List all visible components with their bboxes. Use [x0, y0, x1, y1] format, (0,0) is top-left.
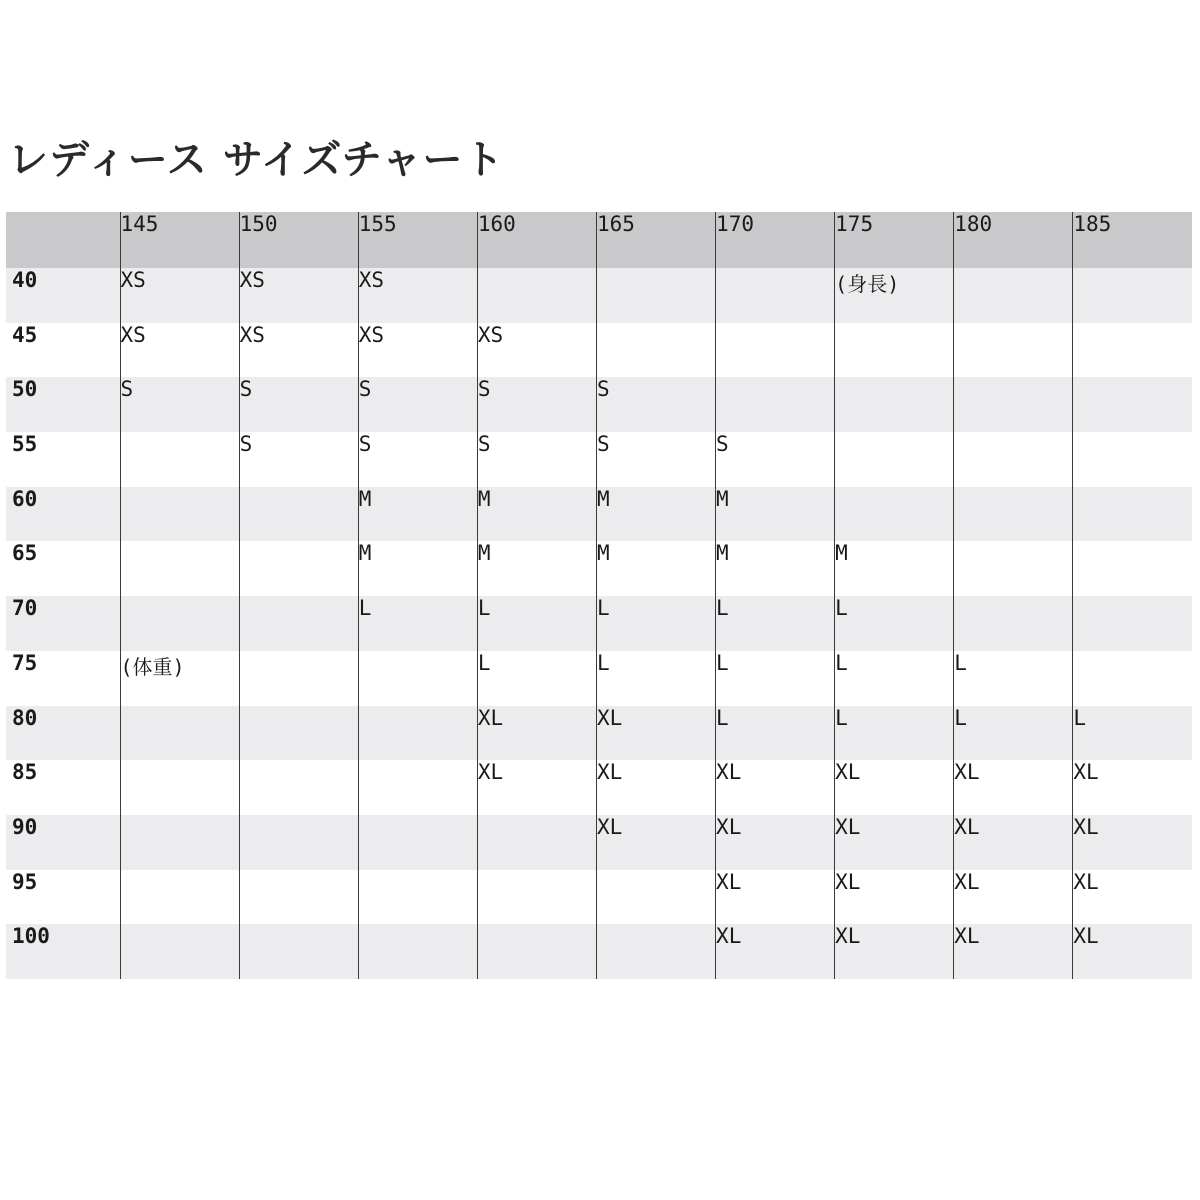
height-header-155: 155 [358, 212, 477, 268]
size-cell: (身長) [835, 268, 954, 323]
size-cell [1073, 596, 1192, 651]
size-cell: XL [716, 815, 835, 870]
size-cell [954, 323, 1073, 378]
size-cell: L [954, 651, 1073, 706]
size-cell [596, 924, 715, 979]
size-cell [954, 487, 1073, 542]
size-cell [120, 487, 239, 542]
height-header-145: 145 [120, 212, 239, 268]
size-cell [1073, 432, 1192, 487]
size-cell [120, 815, 239, 870]
size-cell: XL [716, 924, 835, 979]
size-cell: XL [954, 760, 1073, 815]
size-cell: XS [477, 323, 596, 378]
height-header-160: 160 [477, 212, 596, 268]
weight-row-header: 75 [12, 650, 38, 675]
table-row [6, 760, 1192, 815]
size-chart-table-wrap [6, 212, 1192, 979]
size-cell: S [239, 377, 358, 432]
size-cell: XS [358, 268, 477, 323]
size-cell: XS [120, 323, 239, 378]
size-cell [954, 432, 1073, 487]
size-cell: L [596, 596, 715, 651]
size-cell [1073, 487, 1192, 542]
size-cell [358, 815, 477, 870]
size-cell [835, 323, 954, 378]
size-cell: S [716, 432, 835, 487]
size-cell [1073, 651, 1192, 706]
size-cell: XS [239, 268, 358, 323]
size-cell [239, 596, 358, 651]
size-cell: M [477, 541, 596, 596]
weight-row-header: 50 [12, 377, 38, 402]
size-cell: M [835, 541, 954, 596]
size-cell [239, 870, 358, 925]
size-cell: XL [596, 815, 715, 870]
size-cell [120, 706, 239, 761]
size-cell: XL [835, 924, 954, 979]
height-header-175: 175 [835, 212, 954, 268]
height-header-165: 165 [596, 212, 715, 268]
size-cell [120, 596, 239, 651]
size-cell: S [477, 377, 596, 432]
size-cell: XL [716, 870, 835, 925]
size-cell: M [596, 541, 715, 596]
height-header-150: 150 [239, 212, 358, 268]
size-cell: M [477, 487, 596, 542]
size-cell [239, 487, 358, 542]
size-cell [477, 924, 596, 979]
table-row [6, 596, 1192, 651]
table-row [6, 870, 1192, 925]
table-row [6, 706, 1192, 761]
size-cell: XL [1073, 870, 1192, 925]
size-cell: L [835, 596, 954, 651]
weight-row-header: 80 [12, 705, 38, 730]
height-header-180: 180 [954, 212, 1073, 268]
size-cell: L [835, 706, 954, 761]
size-cell [477, 870, 596, 925]
table-row [6, 323, 1192, 378]
size-cell: XS [239, 323, 358, 378]
size-cell [239, 815, 358, 870]
size-cell [358, 924, 477, 979]
size-cell [596, 870, 715, 925]
size-cell [239, 760, 358, 815]
header-row [6, 212, 1192, 268]
size-cell: M [716, 487, 835, 542]
weight-row-header: 70 [12, 596, 38, 621]
size-cell: L [596, 651, 715, 706]
size-cell [835, 487, 954, 542]
table-body [6, 268, 1192, 979]
table-row [6, 432, 1192, 487]
size-cell: (体重) [120, 651, 239, 706]
size-cell [358, 706, 477, 761]
table-row [6, 377, 1192, 432]
weight-row-header: 85 [12, 760, 38, 785]
height-header-185: 185 [1073, 212, 1192, 268]
size-cell: XL [596, 760, 715, 815]
size-cell: XL [1073, 924, 1192, 979]
size-cell: S [477, 432, 596, 487]
size-cell [1073, 541, 1192, 596]
size-cell [1073, 323, 1192, 378]
corner-cell [6, 212, 120, 268]
size-cell: M [358, 541, 477, 596]
size-cell [358, 870, 477, 925]
weight-row-header: 65 [12, 541, 38, 566]
size-cell [358, 651, 477, 706]
size-cell: L [835, 651, 954, 706]
size-cell: XL [1073, 760, 1192, 815]
size-cell [120, 924, 239, 979]
table-row [6, 815, 1192, 870]
size-cell: S [358, 432, 477, 487]
size-cell [120, 760, 239, 815]
size-cell [596, 323, 715, 378]
size-cell [1073, 377, 1192, 432]
size-cell [239, 706, 358, 761]
size-cell [239, 541, 358, 596]
table-header [6, 212, 1192, 268]
table-row [6, 268, 1192, 323]
size-cell: XL [1073, 815, 1192, 870]
size-cell: L [716, 651, 835, 706]
size-cell: S [596, 432, 715, 487]
size-cell [716, 268, 835, 323]
size-cell: XL [954, 924, 1073, 979]
weight-row-header: 45 [12, 322, 38, 347]
table-row [6, 487, 1192, 542]
size-cell: L [954, 706, 1073, 761]
size-cell: M [596, 487, 715, 542]
size-cell: L [477, 596, 596, 651]
size-cell [716, 323, 835, 378]
size-cell: M [716, 541, 835, 596]
weight-row-header: 55 [12, 432, 38, 457]
size-cell: M [358, 487, 477, 542]
height-header-170: 170 [716, 212, 835, 268]
size-cell [358, 760, 477, 815]
table-row [6, 541, 1192, 596]
size-chart-table [6, 212, 1192, 979]
size-cell: XS [358, 323, 477, 378]
size-cell: S [596, 377, 715, 432]
size-cell: XL [835, 870, 954, 925]
size-cell: S [120, 377, 239, 432]
size-cell: XL [954, 870, 1073, 925]
size-cell [954, 377, 1073, 432]
size-cell: XL [596, 706, 715, 761]
size-cell: XL [954, 815, 1073, 870]
page-title: レディース サイズチャート [8, 137, 505, 183]
table-row [6, 651, 1192, 706]
size-cell [716, 377, 835, 432]
size-cell [477, 815, 596, 870]
size-cell [239, 924, 358, 979]
size-cell [1073, 268, 1192, 323]
size-cell [954, 596, 1073, 651]
size-cell: L [716, 596, 835, 651]
size-cell: XL [835, 815, 954, 870]
size-cell: L [716, 706, 835, 761]
size-cell: XL [716, 760, 835, 815]
table-row [6, 924, 1192, 979]
size-cell [596, 268, 715, 323]
weight-row-header: 95 [12, 869, 38, 894]
size-cell: XL [477, 706, 596, 761]
size-cell [835, 432, 954, 487]
size-cell: S [239, 432, 358, 487]
weight-row-header: 100 [12, 924, 50, 949]
size-cell: L [477, 651, 596, 706]
size-cell: L [358, 596, 477, 651]
size-cell [835, 377, 954, 432]
weight-row-header: 90 [12, 814, 38, 839]
size-cell [954, 541, 1073, 596]
size-cell: XL [835, 760, 954, 815]
size-cell: XL [477, 760, 596, 815]
size-cell [239, 651, 358, 706]
size-cell [120, 432, 239, 487]
size-cell: L [1073, 706, 1192, 761]
size-cell: XS [120, 268, 239, 323]
size-cell [120, 541, 239, 596]
weight-row-header: 40 [12, 268, 38, 292]
size-cell: S [358, 377, 477, 432]
size-cell [954, 268, 1073, 323]
size-cell [477, 268, 596, 323]
size-cell [120, 870, 239, 925]
weight-row-header: 60 [12, 486, 38, 511]
